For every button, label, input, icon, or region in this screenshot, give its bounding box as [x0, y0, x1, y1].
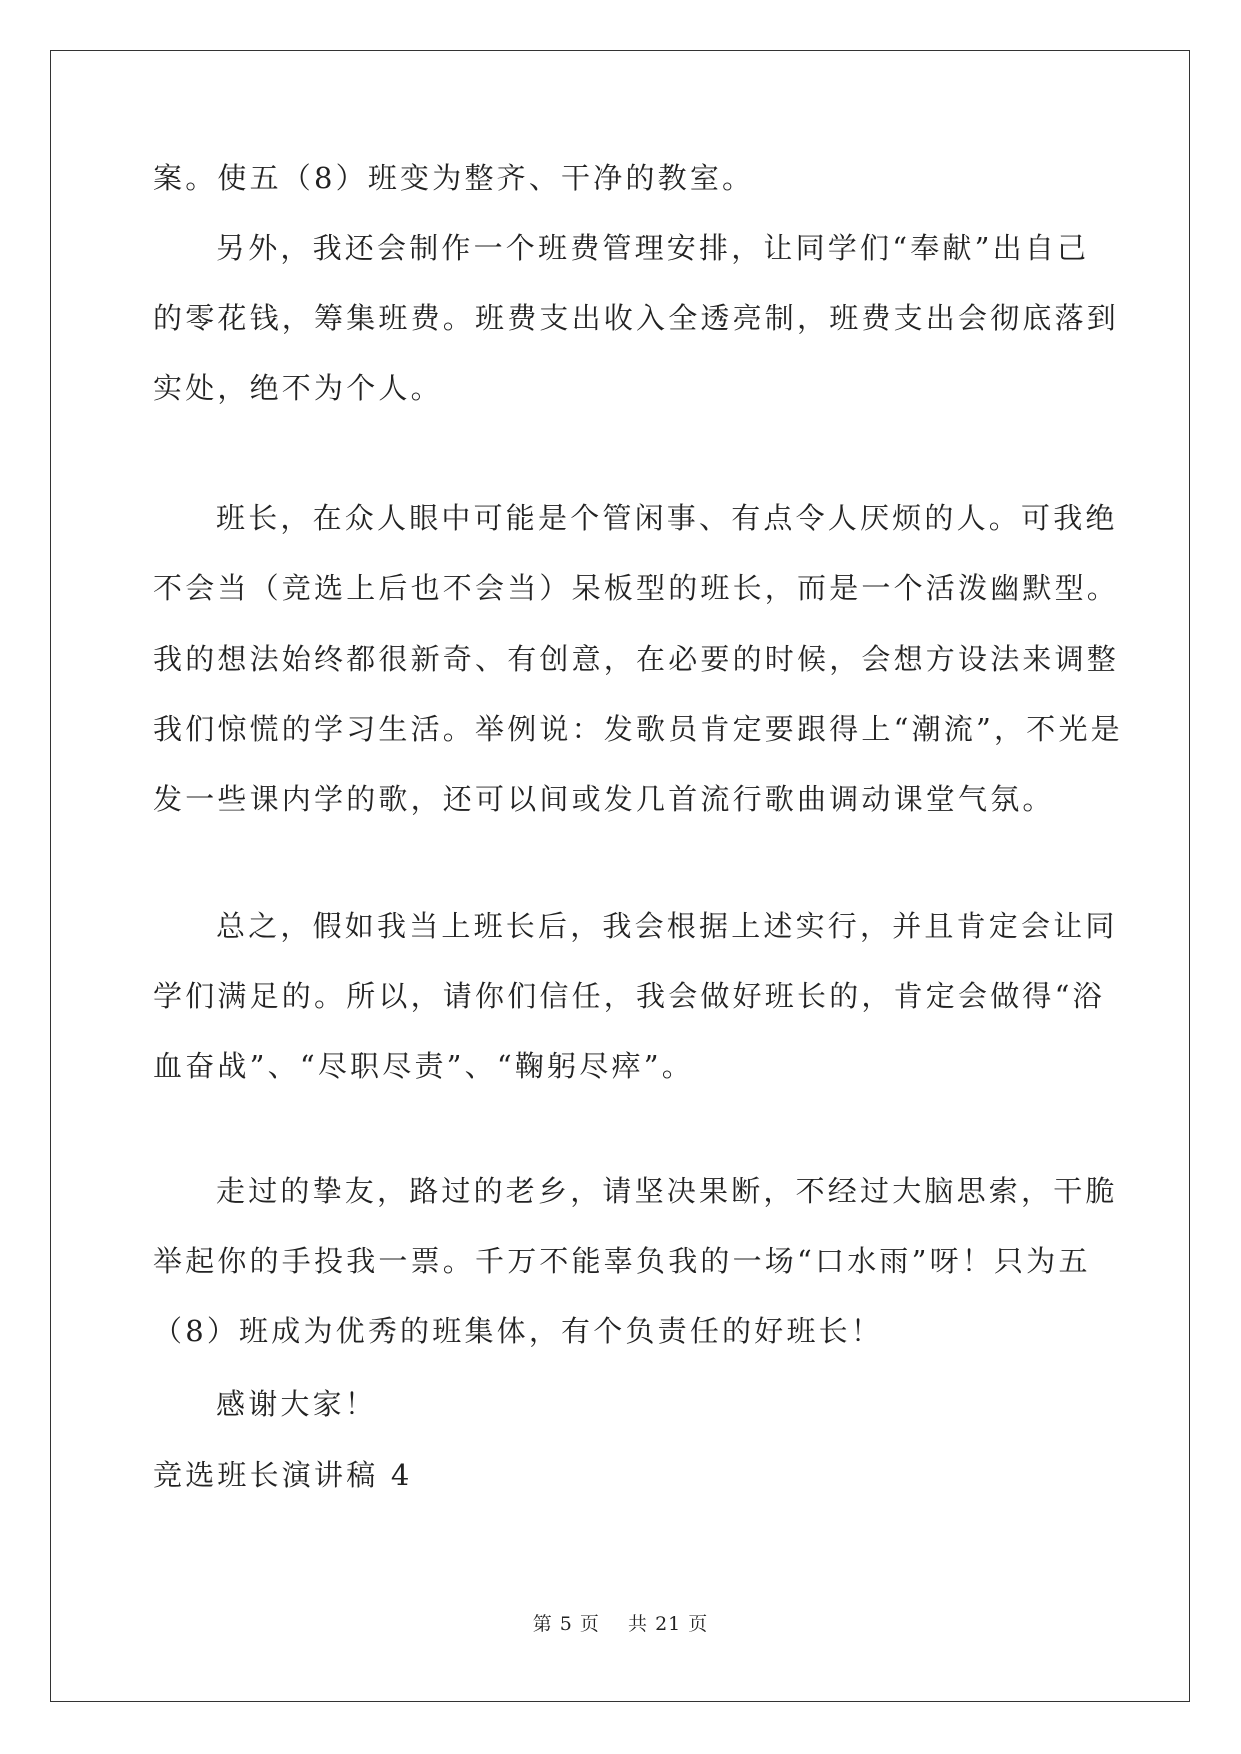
- paragraph-line: 发一些课内学的歌，还可以间或发几首流行歌曲调动课堂气氛。: [153, 782, 1055, 816]
- paragraph-line: 的零花钱，筹集班费。班费支出收入全透亮制，班费支出会彻底落到: [153, 301, 1120, 335]
- paragraph-line: 案。使五（8）班变为整齐、干净的教室。: [153, 161, 755, 195]
- paragraph-line: 我们惊慌的学习生活。举例说：发歌员肯定要跟得上“潮流”，不光是: [153, 712, 1123, 746]
- paragraph-line: 走过的挚友，路过的老乡，请坚决果断，不经过大脑思索，干脆: [216, 1174, 1118, 1208]
- paragraph-line: （8）班成为优秀的班集体，有个负责任的好班长！: [153, 1314, 884, 1348]
- paragraph-line: 实处，绝不为个人。: [153, 371, 443, 405]
- paragraph-line: 举起你的手投我一票。千万不能辜负我的一场“口水雨”呀！只为五: [153, 1244, 1091, 1278]
- paragraph-line: 另外，我还会制作一个班费管理安排，让同学们“奉献”出自己: [216, 231, 1090, 265]
- paragraph-line: 不会当（竞选上后也不会当）呆板型的班长，而是一个活泼幽默型。: [153, 571, 1120, 605]
- paragraph-line: 我的想法始终都很新奇、有创意，在必要的时候，会想方设法来调整: [153, 642, 1120, 676]
- paragraph-line: 班长，在众人眼中可能是个管闲事、有点令人厌烦的人。可我绝: [216, 501, 1118, 535]
- paragraph-line: 学们满足的。所以，请你们信任，我会做好班长的，肯定会做得“浴: [153, 979, 1105, 1013]
- section-heading: 竞选班长演讲稿 4: [153, 1458, 413, 1492]
- paragraph-line: 血奋战”、“尽职尽责”、“鞠躬尽瘁”。: [153, 1049, 694, 1083]
- page-footer: 第 5 页 共 21 页: [532, 1613, 709, 1635]
- paragraph-line: 总之，假如我当上班长后，我会根据上述实行，并且肯定会让同: [216, 909, 1118, 943]
- paragraph-line: 感谢大家！: [216, 1387, 378, 1421]
